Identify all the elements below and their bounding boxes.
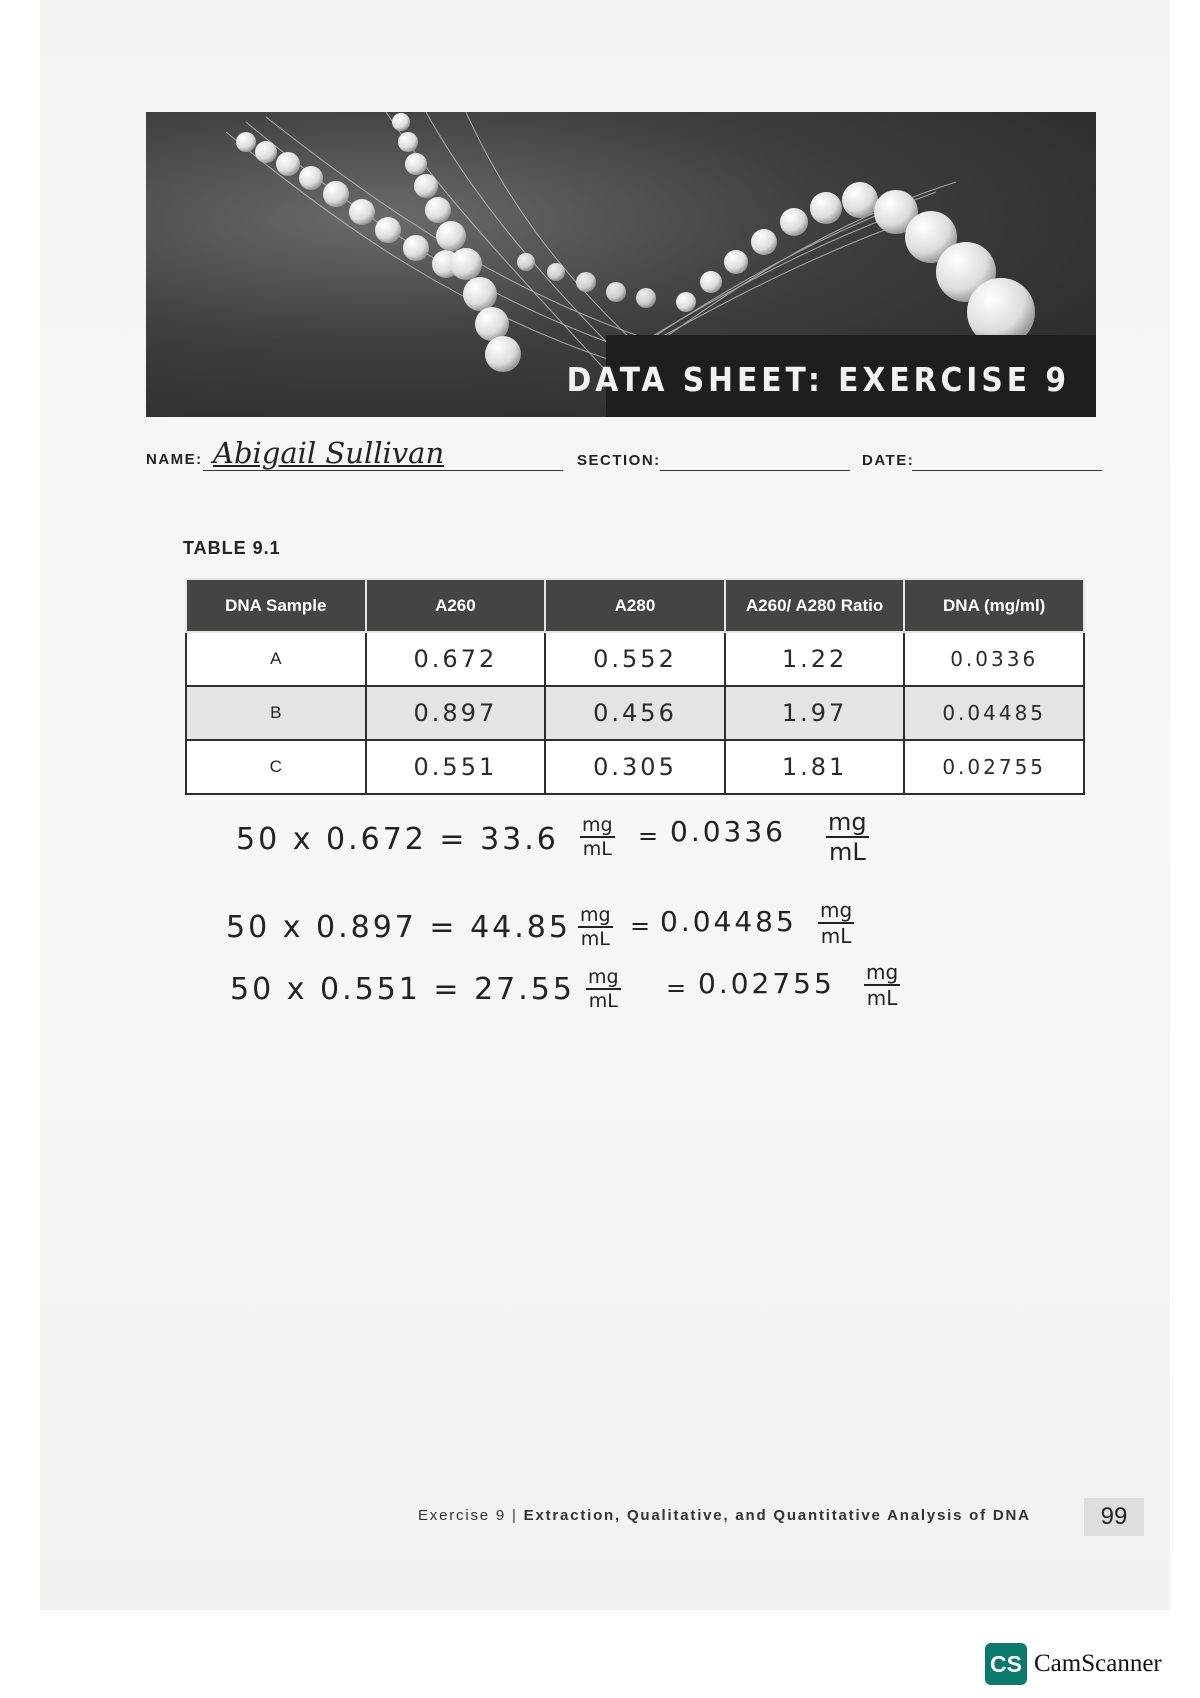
calc-equals: = bbox=[638, 822, 662, 850]
calc-result: 0.0336 bbox=[670, 815, 786, 848]
table-row bbox=[186, 686, 1084, 740]
calc-unit-fraction bbox=[578, 904, 613, 950]
cell-a280: 0.305 bbox=[545, 740, 725, 794]
calc-equals: = bbox=[630, 912, 654, 940]
camscanner-text: CamScanner bbox=[1034, 1650, 1162, 1677]
section-line bbox=[660, 470, 850, 471]
calc-result-unit-fraction bbox=[864, 960, 900, 1010]
name-label: NAME: bbox=[146, 451, 203, 468]
footer-title: Extraction, Qualitative, and Quantitative Analysis of DNA bbox=[523, 1507, 1031, 1524]
calc-equals: = bbox=[666, 974, 690, 1002]
absorbance-table bbox=[185, 578, 1085, 795]
footer-exercise: Exercise 9 bbox=[418, 1507, 507, 1524]
name-value: Abigail Sullivan bbox=[213, 436, 445, 470]
cell-sample: A bbox=[186, 632, 366, 686]
table-row bbox=[186, 740, 1084, 794]
table-header-row bbox=[186, 579, 1084, 632]
calc-expression: 50 x 0.897 = 44.85 bbox=[226, 910, 571, 945]
calc-result-unit-denominator: mL bbox=[866, 986, 898, 1010]
cell-a260: 0.897 bbox=[366, 686, 546, 740]
calc-result-unit-denominator: mL bbox=[828, 838, 866, 866]
cell-sample: B bbox=[186, 686, 366, 740]
calc-expression: 50 x 0.551 = 27.55 bbox=[230, 972, 575, 1007]
calc-result-unit-fraction bbox=[818, 898, 854, 948]
header-dna-concentration: DNA (mg/ml) bbox=[904, 579, 1084, 632]
cell-dna-concentration: 0.02755 bbox=[904, 740, 1084, 794]
cell-a280: 0.456 bbox=[545, 686, 725, 740]
calc-result: 0.02755 bbox=[698, 967, 835, 1000]
banner-title: DATA SHEET: EXERCISE 9 bbox=[566, 360, 1070, 399]
header-dna-sample: DNA Sample bbox=[186, 579, 366, 632]
cell-dna-concentration: 0.0336 bbox=[904, 632, 1084, 686]
banner-title-box bbox=[566, 335, 1096, 417]
name-line bbox=[203, 470, 563, 471]
calc-unit-fraction bbox=[580, 814, 615, 860]
header-a260: A260 bbox=[366, 579, 546, 632]
calc-result-unit-fraction bbox=[826, 808, 869, 866]
cell-a260: 0.551 bbox=[366, 740, 546, 794]
table-row bbox=[186, 632, 1084, 686]
calc-result-unit-numerator: mg bbox=[866, 960, 899, 984]
calc-result: 0.04485 bbox=[660, 905, 797, 938]
calc-unit-denominator: mL bbox=[588, 990, 618, 1012]
calc-unit-denominator: mL bbox=[580, 928, 610, 950]
calc-result-unit-denominator: mL bbox=[820, 924, 852, 948]
camscanner-logo-icon: CS bbox=[985, 1643, 1027, 1685]
calc-unit-denominator: mL bbox=[582, 838, 612, 860]
page-number: 99 bbox=[1084, 1498, 1144, 1536]
dna-helix-banner bbox=[146, 112, 1096, 417]
calc-result-unit-numerator: mg bbox=[828, 808, 867, 836]
cell-a280: 0.552 bbox=[545, 632, 725, 686]
table-title: TABLE 9.1 bbox=[183, 538, 281, 558]
calc-expression: 50 x 0.672 = 33.6 bbox=[236, 822, 559, 857]
cell-ratio: 1.22 bbox=[725, 632, 905, 686]
section-label: SECTION: bbox=[577, 452, 661, 469]
cell-ratio: 1.97 bbox=[725, 686, 905, 740]
cell-dna-concentration: 0.04485 bbox=[904, 686, 1084, 740]
calc-unit-numerator: mg bbox=[582, 814, 613, 836]
date-label: DATE: bbox=[862, 452, 915, 469]
calc-result-unit-numerator: mg bbox=[820, 898, 853, 922]
calc-unit-fraction bbox=[586, 966, 621, 1012]
header-ratio: A260/ A280 Ratio bbox=[725, 579, 905, 632]
calc-unit-numerator: mg bbox=[580, 904, 611, 926]
cell-sample: C bbox=[186, 740, 366, 794]
date-line bbox=[912, 470, 1102, 471]
cell-a260: 0.672 bbox=[366, 632, 546, 686]
footer-separator: | bbox=[512, 1507, 518, 1524]
page-footer bbox=[418, 1507, 1031, 1524]
header-a280: A280 bbox=[545, 579, 725, 632]
calc-unit-numerator: mg bbox=[588, 966, 619, 988]
cell-ratio: 1.81 bbox=[725, 740, 905, 794]
